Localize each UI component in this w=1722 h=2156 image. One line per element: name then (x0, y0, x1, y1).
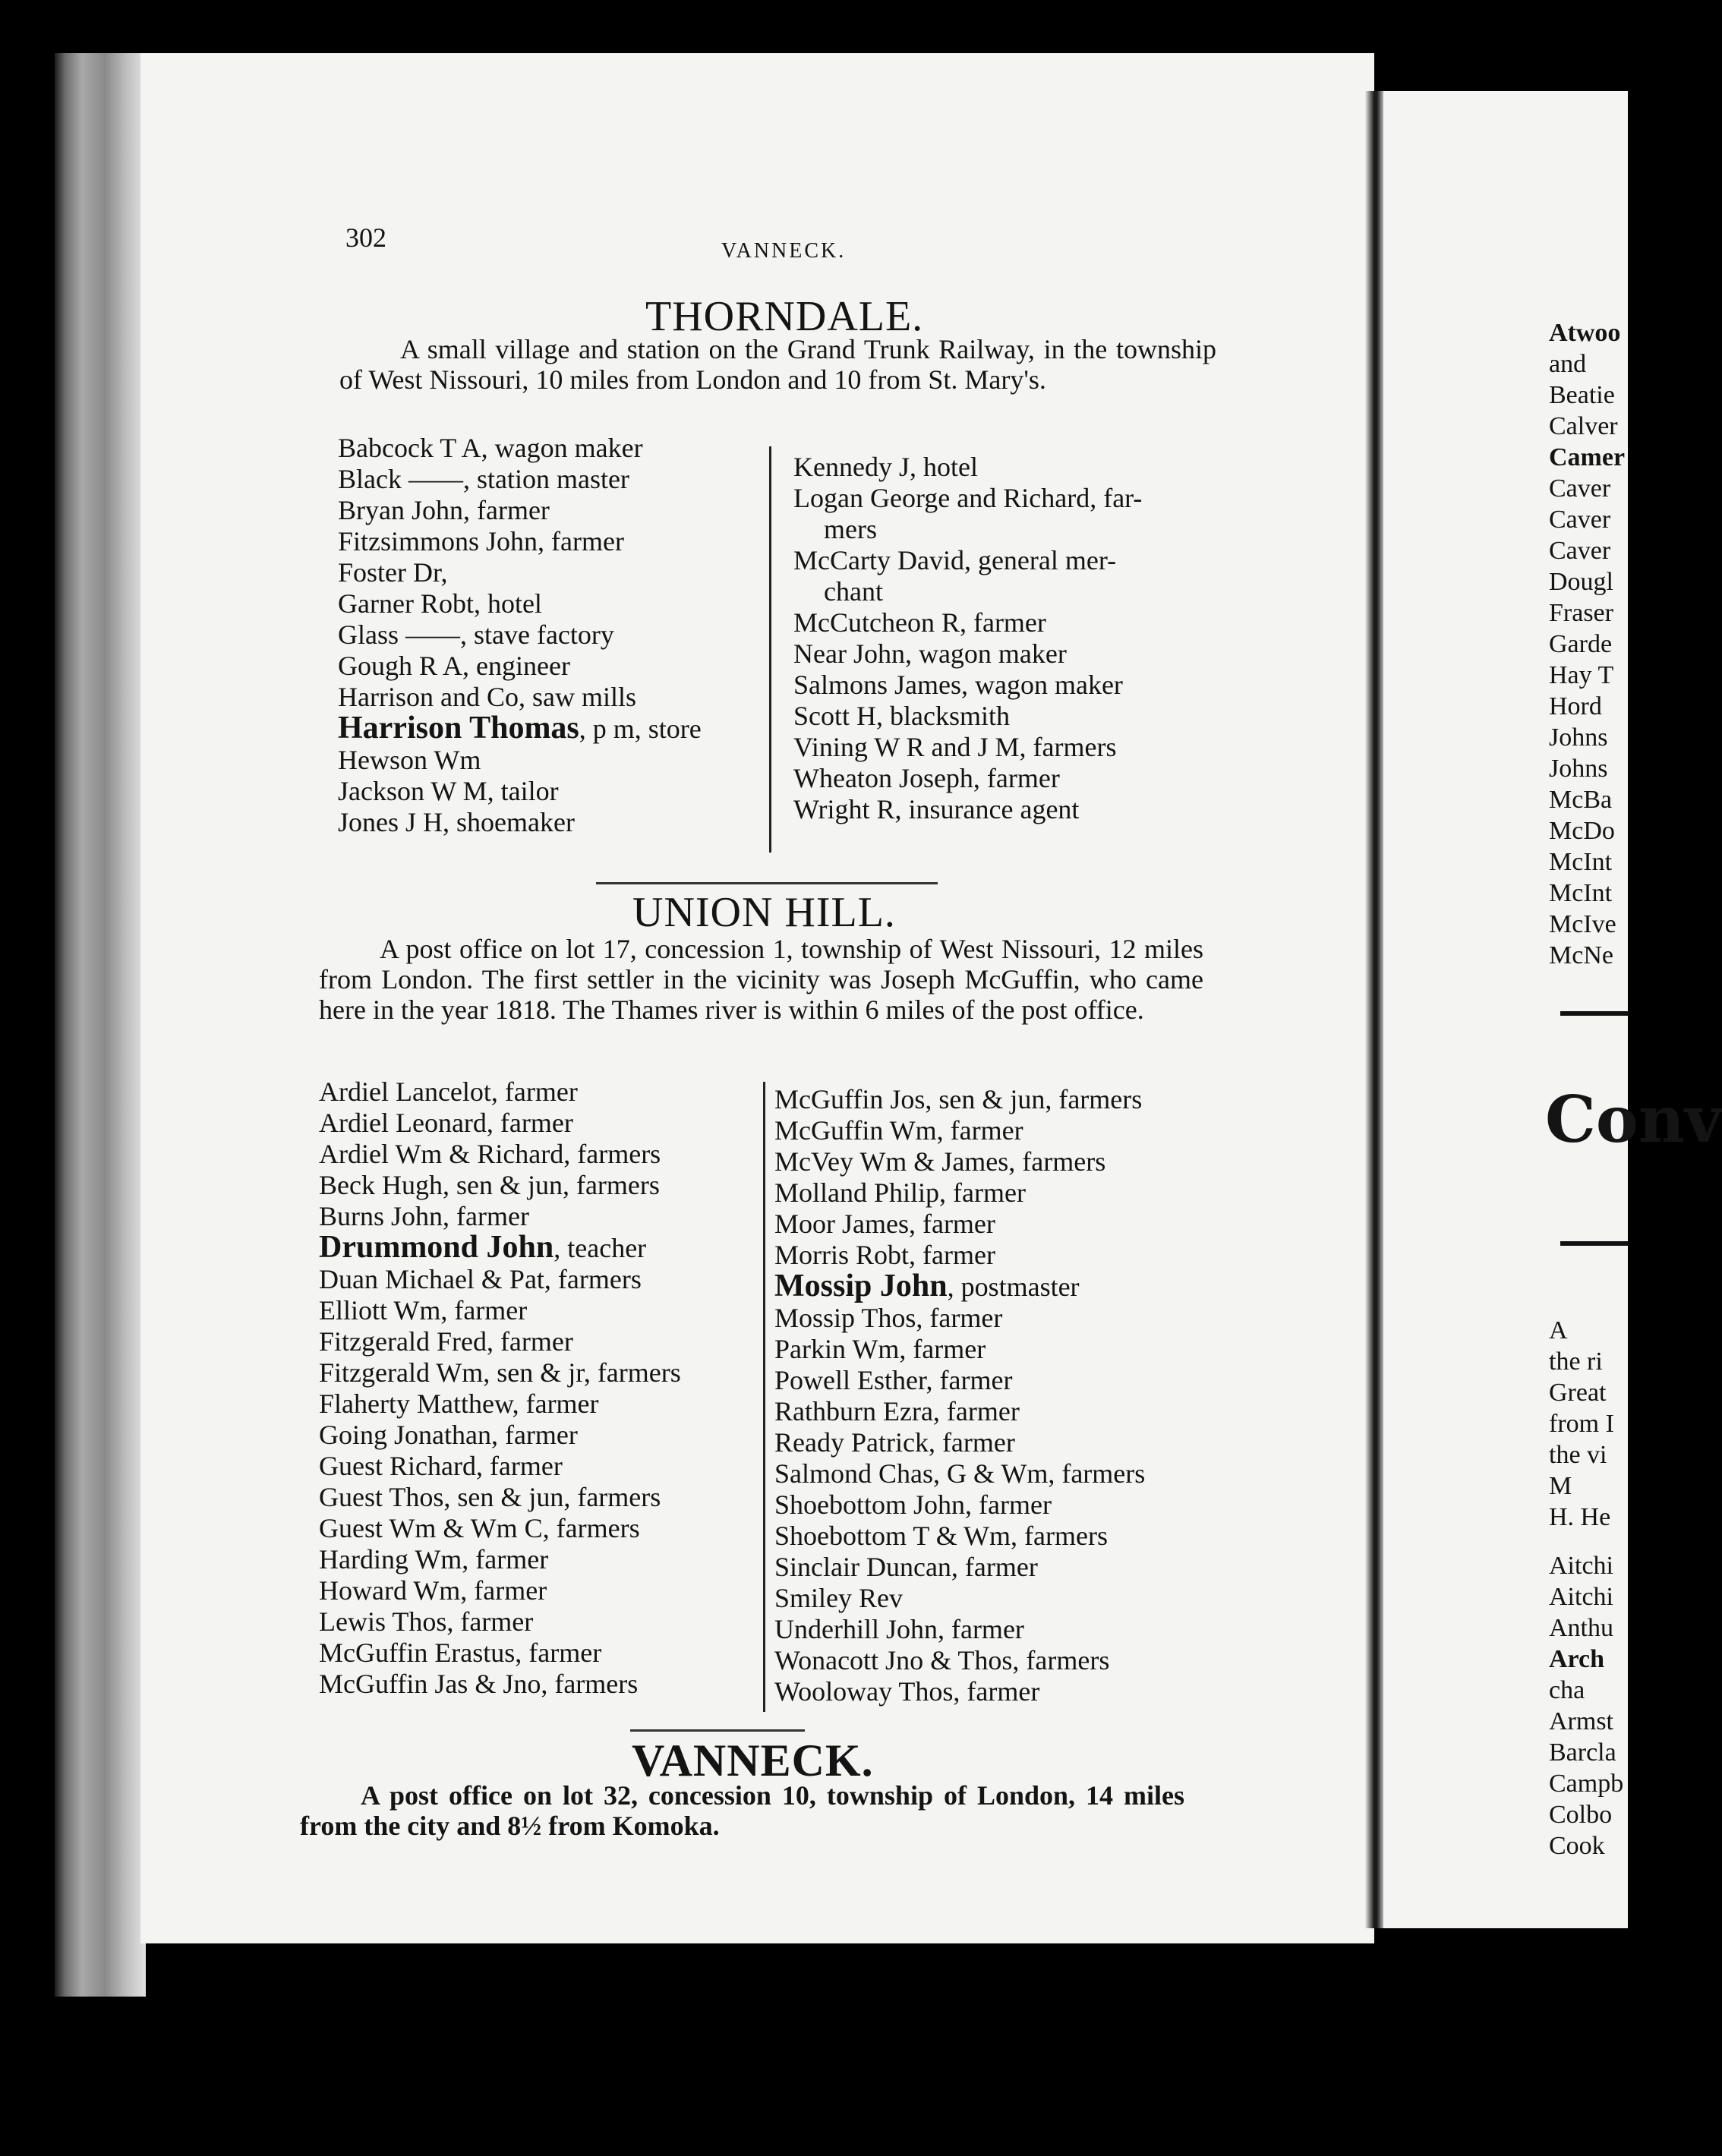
directory-entry: Powell Esther, farmer (774, 1365, 1013, 1395)
right-page-decorative-heading: Conv (1545, 1082, 1722, 1157)
right-page-rule (1560, 1241, 1629, 1246)
directory-entry: Camer (1549, 443, 1626, 471)
directory-entry: Dougl (1549, 568, 1613, 596)
thorndale-description: A small village and station on the Grand Trunk Railway, in the township of West Nissouri, 10 miles from London and 10 from St. Mary's. (339, 334, 1216, 395)
directory-entry: Fitzgerald Fred, farmer (319, 1326, 573, 1357)
directory-entry: Jones J H, shoemaker (338, 807, 575, 837)
book-spine (55, 53, 146, 1997)
directory-entry: McIve (1549, 910, 1616, 938)
directory-entry: Jackson W M, tailor (338, 776, 559, 806)
directory-entry: McInt (1549, 848, 1613, 876)
directory-entry (319, 1232, 681, 1264)
entry-name-bold: Mossip John (774, 1269, 948, 1303)
directory-entry: Hay T (1549, 661, 1614, 689)
directory-entry: McGuffin Jas & Jno, farmers (319, 1669, 639, 1699)
vanneck-description: A post office on lot 32, concession 10, township of London, 14 miles from the city and 8½ from Komoka. (300, 1780, 1184, 1841)
thorndale-left-column (338, 433, 702, 838)
directory-entry: Guest Wm & Wm C, farmers (319, 1513, 640, 1543)
directory-entry: Kennedy J, hotel (793, 452, 978, 482)
directory-entry: Great (1549, 1379, 1607, 1407)
directory-entry: Anthu (1549, 1614, 1613, 1642)
directory-entry: Campb (1549, 1770, 1624, 1798)
directory-entry: Rathburn Ezra, farmer (774, 1396, 1020, 1426)
directory-entry: Moor James, farmer (774, 1209, 995, 1239)
directory-entry: Glass ——, stave factory (338, 619, 614, 650)
directory-entry: from I (1549, 1410, 1614, 1438)
directory-entry: McVey Wm & James, farmers (774, 1146, 1106, 1177)
directory-entry: Lewis Thos, farmer (319, 1606, 534, 1637)
section-heading-vanneck: VANNECK. (632, 1735, 874, 1786)
directory-entry: Foster Dr, (338, 557, 448, 588)
directory-entry: Hord (1549, 692, 1602, 720)
union-hill-left-column (319, 1076, 681, 1700)
section-divider (630, 1729, 805, 1732)
column-divider (763, 1082, 765, 1712)
directory-entry: Underhill John, farmer (774, 1614, 1024, 1644)
entry-name-bold: Harrison Thomas (338, 711, 579, 745)
directory-entry: Parkin Wm, farmer (774, 1334, 986, 1364)
right-page-rule (1560, 1011, 1629, 1016)
directory-entry: Johns (1549, 723, 1608, 752)
directory-entry: Caver (1549, 506, 1611, 534)
union-hill-right-column (774, 1084, 1145, 1707)
directory-entry: Wonacott Jno & Thos, farmers (774, 1645, 1110, 1675)
directory-entry: Wright R, insurance agent (793, 794, 1080, 824)
directory-entry: Barcla (1549, 1738, 1616, 1767)
directory-entry: Hewson Wm (338, 745, 481, 775)
directory-entry: Salmond Chas, G & Wm, farmers (774, 1458, 1146, 1489)
directory-entry: Flaherty Matthew, farmer (319, 1388, 599, 1419)
column-divider (769, 446, 771, 853)
directory-entry: McDo (1549, 817, 1615, 845)
page-gutter (1365, 91, 1385, 1928)
directory-entry: Fraser (1549, 599, 1613, 627)
directory-entry: Ready Patrick, farmer (774, 1427, 1015, 1458)
directory-entry: Johns (1549, 755, 1608, 783)
directory-entry: McNe (1549, 941, 1613, 969)
section-divider (596, 882, 938, 884)
directory-entry: Sinclair Duncan, farmer (774, 1552, 1038, 1582)
entry-occupation: , p m, store (579, 714, 702, 744)
directory-entry: Smiley Rev (774, 1583, 903, 1613)
directory-entry: chant (824, 576, 883, 607)
directory-entry: Beatie (1549, 381, 1615, 409)
directory-entry: Colbo (1549, 1801, 1613, 1829)
directory-entry: McCarty David, general mer- (793, 545, 1117, 575)
directory-entry: Aitchi (1549, 1552, 1613, 1580)
directory-entry: Fitzsimmons John, farmer (338, 526, 624, 556)
right-page-directory-fragment (1549, 317, 1625, 971)
directory-entry: Mossip Thos, farmer (774, 1303, 1003, 1333)
directory-entry: mers (824, 514, 877, 544)
directory-entry: Babcock T A, wagon maker (338, 433, 643, 463)
entry-name-bold: Drummond John (319, 1230, 554, 1265)
directory-entry: McGuffin Wm, farmer (774, 1115, 1023, 1146)
directory-entry: the ri (1549, 1348, 1603, 1376)
directory-entry: Duan Michael & Pat, farmers (319, 1264, 642, 1294)
directory-entry: and (1549, 350, 1587, 378)
union-hill-description: A post office on lot 17, concession 1, township of West Nissouri, 12 miles from London. The first settler in the vicinity was Joseph McGuffin, who came here in the year 1818. The Thames river is within 6 miles of the post office. (319, 934, 1203, 1025)
right-page-paragraph-fragment (1549, 1315, 1614, 1533)
directory-entry: the vi (1549, 1441, 1607, 1469)
directory-entry: Wheaton Joseph, farmer (793, 763, 1060, 793)
directory-entry: Calver (1549, 412, 1618, 440)
directory-entry: Fitzgerald Wm, sen & jr, farmers (319, 1357, 681, 1388)
directory-entry: Going Jonathan, farmer (319, 1420, 578, 1450)
directory-entry: Beck Hugh, sen & jun, farmers (319, 1170, 660, 1200)
directory-entry: Ardiel Leonard, farmer (319, 1108, 573, 1138)
directory-entry: Aitchi (1549, 1583, 1613, 1611)
directory-entry: McBa (1549, 786, 1613, 814)
page-number: 302 (345, 222, 386, 253)
directory-entry: Vining W R and J M, farmers (793, 732, 1117, 762)
directory-entry: Harding Wm, farmer (319, 1544, 549, 1574)
running-head: VANNECK. (721, 239, 847, 263)
directory-entry (774, 1271, 1145, 1303)
directory-entry: Scott H, blacksmith (793, 701, 1010, 731)
directory-entry: McGuffin Jos, sen & jun, farmers (774, 1084, 1143, 1114)
directory-entry: Bryan John, farmer (338, 495, 550, 525)
directory-entry: McInt (1549, 879, 1613, 907)
directory-entry: Burns John, farmer (319, 1201, 529, 1231)
directory-entry: Ardiel Wm & Richard, farmers (319, 1139, 661, 1169)
right-page-directory-fragment (1549, 1550, 1623, 1861)
directory-entry: Cook (1549, 1832, 1605, 1860)
directory-entry (338, 713, 702, 745)
directory-entry: McGuffin Erastus, farmer (319, 1637, 602, 1668)
directory-entry: Garner Robt, hotel (338, 588, 542, 619)
directory-entry: Ardiel Lancelot, farmer (319, 1076, 578, 1107)
section-heading-union-hill: UNION HILL. (632, 889, 896, 936)
directory-entry: M (1549, 1472, 1572, 1500)
directory-entry: Salmons James, wagon maker (793, 670, 1123, 700)
directory-entry: Shoebottom T & Wm, farmers (774, 1521, 1108, 1551)
directory-entry: Garde (1549, 630, 1613, 658)
entry-occupation: , postmaster (947, 1272, 1080, 1302)
entry-occupation: , teacher (554, 1233, 647, 1263)
directory-entry: Black ——, station master (338, 464, 629, 494)
directory-entry: McCutcheon R, farmer (793, 607, 1046, 638)
directory-entry: Logan George and Richard, far- (793, 483, 1143, 513)
directory-entry: Armst (1549, 1707, 1613, 1735)
directory-entry: Atwoo (1549, 319, 1621, 347)
directory-entry: Elliott Wm, farmer (319, 1295, 528, 1325)
directory-entry: Morris Robt, farmer (774, 1240, 995, 1270)
directory-entry: Guest Richard, farmer (319, 1451, 563, 1481)
directory-entry: Caver (1549, 537, 1611, 565)
directory-entry: Caver (1549, 474, 1611, 503)
directory-entry: Howard Wm, farmer (319, 1575, 547, 1606)
directory-entry: Arch (1549, 1645, 1605, 1673)
directory-entry: Guest Thos, sen & jun, farmers (319, 1482, 661, 1512)
directory-entry: Wooloway Thos, farmer (774, 1676, 1040, 1707)
directory-entry: cha (1549, 1676, 1585, 1704)
directory-entry: Harrison and Co, saw mills (338, 682, 636, 712)
directory-entry: H. He (1549, 1503, 1611, 1531)
directory-entry: Near John, wagon maker (793, 638, 1067, 669)
directory-entry: Molland Philip, farmer (774, 1177, 1026, 1208)
section-heading-thorndale: THORNDALE. (645, 293, 924, 340)
thorndale-right-column (793, 452, 1142, 825)
directory-entry: Shoebottom John, farmer (774, 1489, 1052, 1520)
directory-entry: A (1549, 1316, 1568, 1344)
directory-entry: Gough R A, engineer (338, 651, 570, 681)
